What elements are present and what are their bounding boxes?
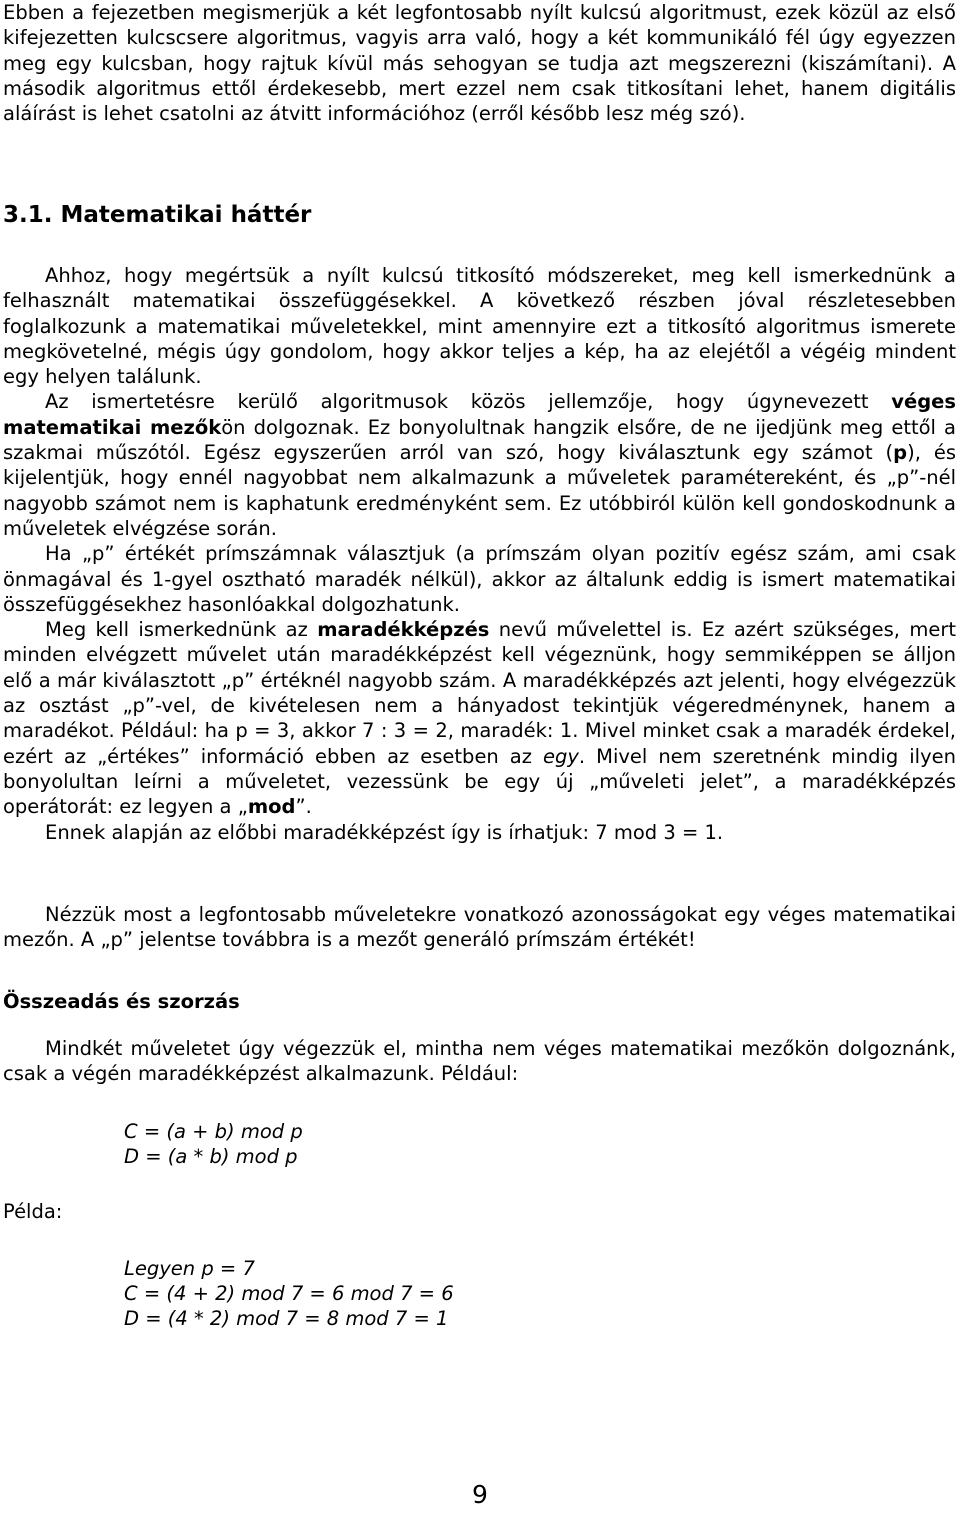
term-one: egy <box>543 744 579 768</box>
example-p: Legyen p = 7 <box>124 1257 255 1280</box>
example-c: C = (4 + 2) mod 7 = 6 mod 7 = 6 <box>124 1282 454 1305</box>
paragraph-prime: Ha „p” értékét prímszámnak választjuk (a prímszám olyan pozitív egész szám, ami csak önmagával és 1-gyel osztható maradék nélkül), akkor az általunk eddig is ismert matematikai összefüggésekhez hasonlóakkal dolgozhatunk. <box>3 542 956 616</box>
subsection-title: Összeadás és szorzás <box>3 990 240 1013</box>
general-formulas <box>124 1119 303 1169</box>
formula-c: C = (a + b) mod p <box>124 1120 303 1143</box>
addition-multiplication-block <box>3 1036 956 1087</box>
section-title: 3.1. Matematikai háttér <box>3 202 312 228</box>
term-mod: mod <box>247 795 296 819</box>
body-block <box>3 263 956 845</box>
paragraph-identities: Nézzük most a legfontosabb műveletekre vonatkozó azonosságokat egy véges matematikai mezőn. A „p” jelentse továbbra is a mezőt generáló prímszám értékét! <box>3 903 956 952</box>
term-finite-fields: véges matematikai mezők <box>3 390 956 439</box>
term-p: p <box>893 441 908 465</box>
paragraph-addition-multiplication: Mindkét műveletet úgy végezzük el, mintha nem véges matematikai mezőkön dolgoznánk, csak a végén maradékképzést alkalmazunk. Például: <box>3 1037 956 1086</box>
example-label: Példa: <box>3 1200 63 1223</box>
paragraph-finite-fields: Az ismertetésre kerülő algoritmusok közös jellemzője, hogy úgynevezett véges matematikai mezőkön dolgoznak. Ez bonyolultnak hangzik elsőre, de ne ijedjünk meg ettől a szakmai műszótól. Egész egyszerűen arról van szó, hogy kiválasztunk egy számot (p), és kijelentjük, hogy ennél nagyobbat nem alkalmazunk a műveletek paramétereként, és „p”-nél nagyobb számot nem is kaphatunk eredményként sem. Ez utóbbiról külön kell gondoskodnunk a műveletek elvégzése során. <box>3 390 956 540</box>
paragraph-modulo: Meg kell ismerkednünk az maradékképzés nevű művelettel is. Ez azért szükséges, mert minden elvégzett művelet után maradékképzést kell végeznünk, hogy semmiképpen se álljon elő a már kiválasztott „p” értéknél nagyobb szám. A maradékképzés azt jelenti, hogy elvégezzük az osztást „p”-vel, de kivételesen nem a hányadost tekintjük végeredménynek, hanem a maradékot. Például: ha p = 3, akkor 7 : 3 = 2, maradék: 1. Mivel minket csak a maradék érdekel, ezért az „értékes” információ ebben az esetben az egy. Mivel nem szeretnénk mindig ilyen bonyolultan leírni a műveletet, vezessünk be egy új „műveleti jelet”, a maradékképzés operátorát: ez legyen a „mod”. <box>3 618 956 819</box>
paragraph-math-background: Ahhoz, hogy megértsük a nyílt kulcsú titkosító módszereket, meg kell ismerkednünk a felhasznált matematikai összefüggésekkel. A következő részben jóval részletesebben foglalkozunk a matematikai műveletekkel, mint amennyire ezt a titkosító algoritmus ismerete megkövetelné, mégis úgy gondolom, hogy akkor teljes a kép, ha az elejétől a végéig mindent egy helyen találunk. <box>3 264 956 389</box>
identities-intro <box>3 902 956 953</box>
example-formulas <box>124 1256 454 1331</box>
example-d: D = (4 * 2) mod 7 = 8 mod 7 = 1 <box>124 1307 449 1330</box>
page-number: 9 <box>472 1480 488 1509</box>
formula-d: D = (a * b) mod p <box>124 1145 298 1168</box>
intro-paragraph: Ebben a fejezetben megismerjük a két legfontosabb nyílt kulcsú algoritmust, ezek közül az első kifejezetten kulcscsere algoritmus, vagyis arra való, hogy a két kommunikáló fél úgy egyezzen meg egy kulcsban, hogy rajtuk kívül más sehogyan se tudja azt megszerezni (kiszámítani). A második algoritmus ettől érdekesebb, mert ezzel nem csak titkosítani lehet, hanem digitális aláírást is lehet csatolni az átvitt információhoz (erről később lesz még szó). <box>3 1 956 126</box>
term-modulo: maradékképzés <box>317 618 490 642</box>
paragraph-mod-example: Ennek alapján az előbbi maradékképzést így is írhatjuk: 7 mod 3 = 1. <box>45 820 724 844</box>
